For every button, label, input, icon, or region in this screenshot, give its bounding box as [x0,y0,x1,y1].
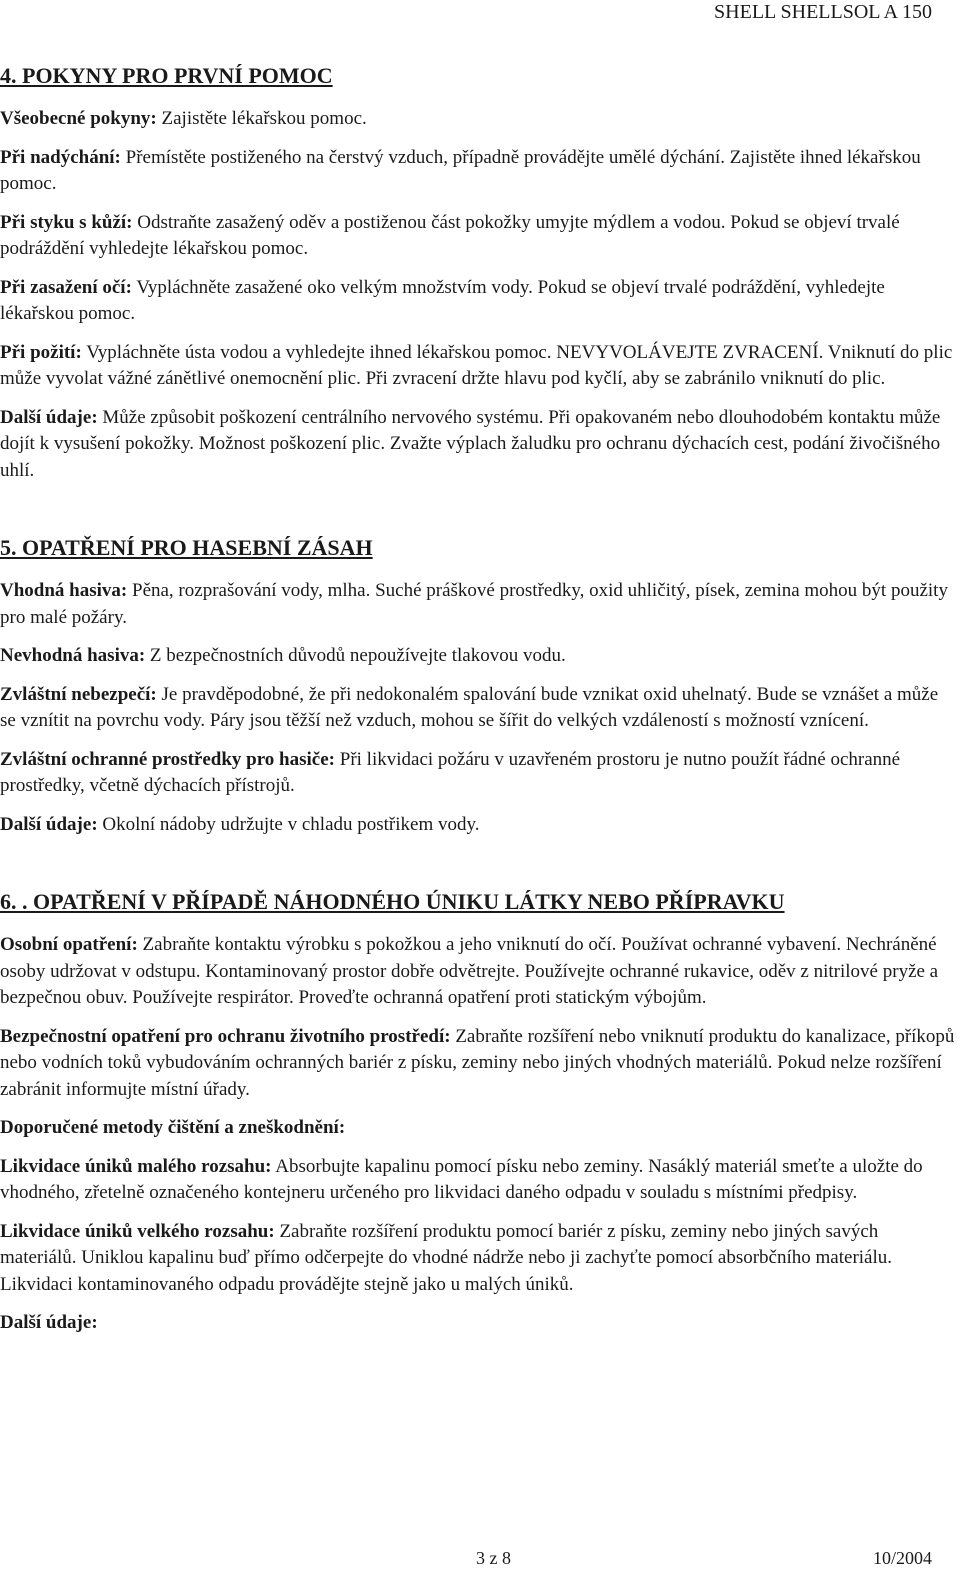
paragraph-text: Přemístěte postiženého na čerstvý vzduch, případně provádějte umělé dýchání. Zajistěte ihned lékařskou pomoc. [0,146,921,194]
paragraph-general [0,106,958,133]
section-heading: 5. OPATŘENÍ PRO HASEBNÍ ZÁSAH [0,535,373,560]
paragraph-text: Při likvidaci požáru v uzavřeném prostoru je nutno použít řádné ochranné prostředky, včetně dýchacích přístrojů. [0,748,901,796]
paragraph-cleanup-methods [0,1115,958,1142]
paragraph-label: Osobní opatření: [0,934,138,955]
paragraph-text: Vypláchněte ústa vodou a vyhledejte ihned lékařskou pomoc. NEVYVOLÁVEJTE ZVRACENÍ. Vniknutí do plic může vyvolat vážné zánětlivé onemocnění plic. Při zvracení držte hlavu pod kyčlí, aby se zabránilo vniknutí do plic. [0,341,953,389]
paragraph-text: Zabraňte rozšíření nebo vniknutí produktu do kanalizace, příkopů nebo vodních toků vybudováním ochranných bariér z písku, zeminy nebo jiných vhodných materiálů. Pokud nelze rozšíření zabránit informujte místní úřady. [0,1025,955,1100]
paragraph-unsuitable-media [0,643,958,670]
paragraph-large-spills [0,1219,958,1299]
paragraph-eyes [0,275,958,328]
paragraph-text: Je pravděpodobné, že při nedokonalém spalování bude vznikat oxid uhelnatý. Bude se vznášet a může se vznítit na povrchu vody. Páry jsou těžší než vzduch, mohou se šířit do velkých vzdáleností s možností vznícení. [0,683,939,731]
paragraph-additional [0,1310,958,1337]
paragraph-skin [0,210,958,263]
paragraph-label: Bezpečnostní opatření pro ochranu životního prostředí: [0,1025,451,1047]
paragraph-text: Zajistěte lékařskou pomoc. [156,108,367,129]
paragraph-personal-precautions [0,932,958,1012]
paragraph-text: Pěna, rozprašování vody, mlha. Suché práškové prostředky, oxid uhličitý, písek, zemina mohou být použity pro malé požáry. [0,580,948,628]
paragraph-label: Při zasažení očí: [0,276,132,298]
page-number: 3 z 8 [476,1548,511,1568]
paragraph-label: Zvláštní ochranné prostředky pro hasiče: [0,748,335,770]
paragraph-label: Likvidace úniků velkého rozsahu: [0,1220,275,1242]
paragraph-inhalation [0,145,958,198]
paragraph-environmental-precautions [0,1024,958,1104]
paragraph-text: Absorbujte kapalinu pomocí písku nebo zeminy. Nasáklý materiál smeťte a uložte do vhodného, zřetelně označeného kontejneru určeného pro likvidaci daného odpadu v souladu s místními předpisy. [0,1155,923,1203]
paragraph-label: Doporučené metody čištění a zneškodnění: [0,1117,346,1138]
document-body [0,62,958,1349]
paragraph-text: Zabraňte rozšíření produktu pomocí bariér z písku, zeminy nebo jiných savých materiálů. Uniklou kapalinu buď přímo odčerpejte do vhodné nádrže nebo ji zachyťte pomocí absorbčního materiálu. Likvidaci kontaminovaného odpadu provádějte stejně jako u malých úniků. [0,1220,893,1295]
paragraph-additional [0,405,958,485]
paragraph-label: Při styku s kůží: [0,211,133,233]
paragraph-additional [0,812,958,839]
paragraph-label: Další údaje: [0,813,98,835]
paragraph-label: Zvláštní nebezpečí: [0,683,157,705]
section-heading: 4. POKYNY PRO PRVNÍ POMOC [0,63,333,88]
paragraph-suitable-media [0,578,958,631]
paragraph-text: Může způsobit poškození centrálního nervového systému. Při opakovaném nebo dlouhodobém kontaktu může dojít k vysušení pokožky. Možnost poškození plic. Zvažte výplach žaludku pro ochranu dýchacích cest, podání živočišného uhlí. [0,406,941,481]
section-accidental-release [0,888,958,1337]
paragraph-text: Vypláchněte zasažené oko velkým množstvím vody. Pokud se objeví trvalé podráždění, vyhledejte lékařskou pomoc. [0,276,885,324]
paragraph-label: Všeobecné pokyny: [0,108,157,129]
section-spacer [0,496,958,534]
paragraph-label: Vhodná hasiva: [0,580,128,601]
paragraph-label: Při nadýchání: [0,146,121,168]
paragraph-label: Další údaje: [0,406,98,428]
section-first-aid [0,62,958,484]
paragraph-protective-equipment [0,747,958,800]
paragraph-label: Nevhodná hasiva: [0,645,146,666]
section-spacer [0,850,958,888]
paragraph-text: Okolní nádoby udržujte v chladu postřikem vody. [97,813,480,835]
paragraph-label: Další údaje: [0,1312,98,1333]
paragraph-small-spills [0,1154,958,1207]
document-title: SHELL SHELLSOL A 150 [714,1,932,23]
revision-date: 10/2004 [872,1548,932,1568]
paragraph-special-hazards [0,682,958,735]
paragraph-ingestion [0,340,958,393]
section-firefighting [0,534,958,838]
section-heading: 6. . OPATŘENÍ V PŘÍPADĚ NÁHODNÉHO ÚNIKU LÁTKY NEBO PŘÍPRAVKU [0,889,785,914]
paragraph-text: Odstraňte zasažený oděv a postiženou část pokožky umyjte mýdlem a vodou. Pokud se objeví trvalé podráždění vyhledejte lékařskou pomoc. [0,211,900,259]
paragraph-text: Zabraňte kontaktu výrobku s pokožkou a jeho vniknutí do očí. Používat ochranné vybavení. Nechráněné osoby udržovat v odstupu. Kontaminovaný prostor dobře odvětrejte. Používejte ochranné rukavice, oděv z nitrilové pryže a bezpečnou obuv. Používejte respirátor. Proveďte ochranná opatření proti statickým výbojům. [0,934,939,1008]
paragraph-text: Z bezpečnostních důvodů nepoužívejte tlakovou vodu. [145,645,566,666]
paragraph-label: Likvidace úniků malého rozsahu: [0,1155,272,1177]
paragraph-label: Při požití: [0,341,82,363]
